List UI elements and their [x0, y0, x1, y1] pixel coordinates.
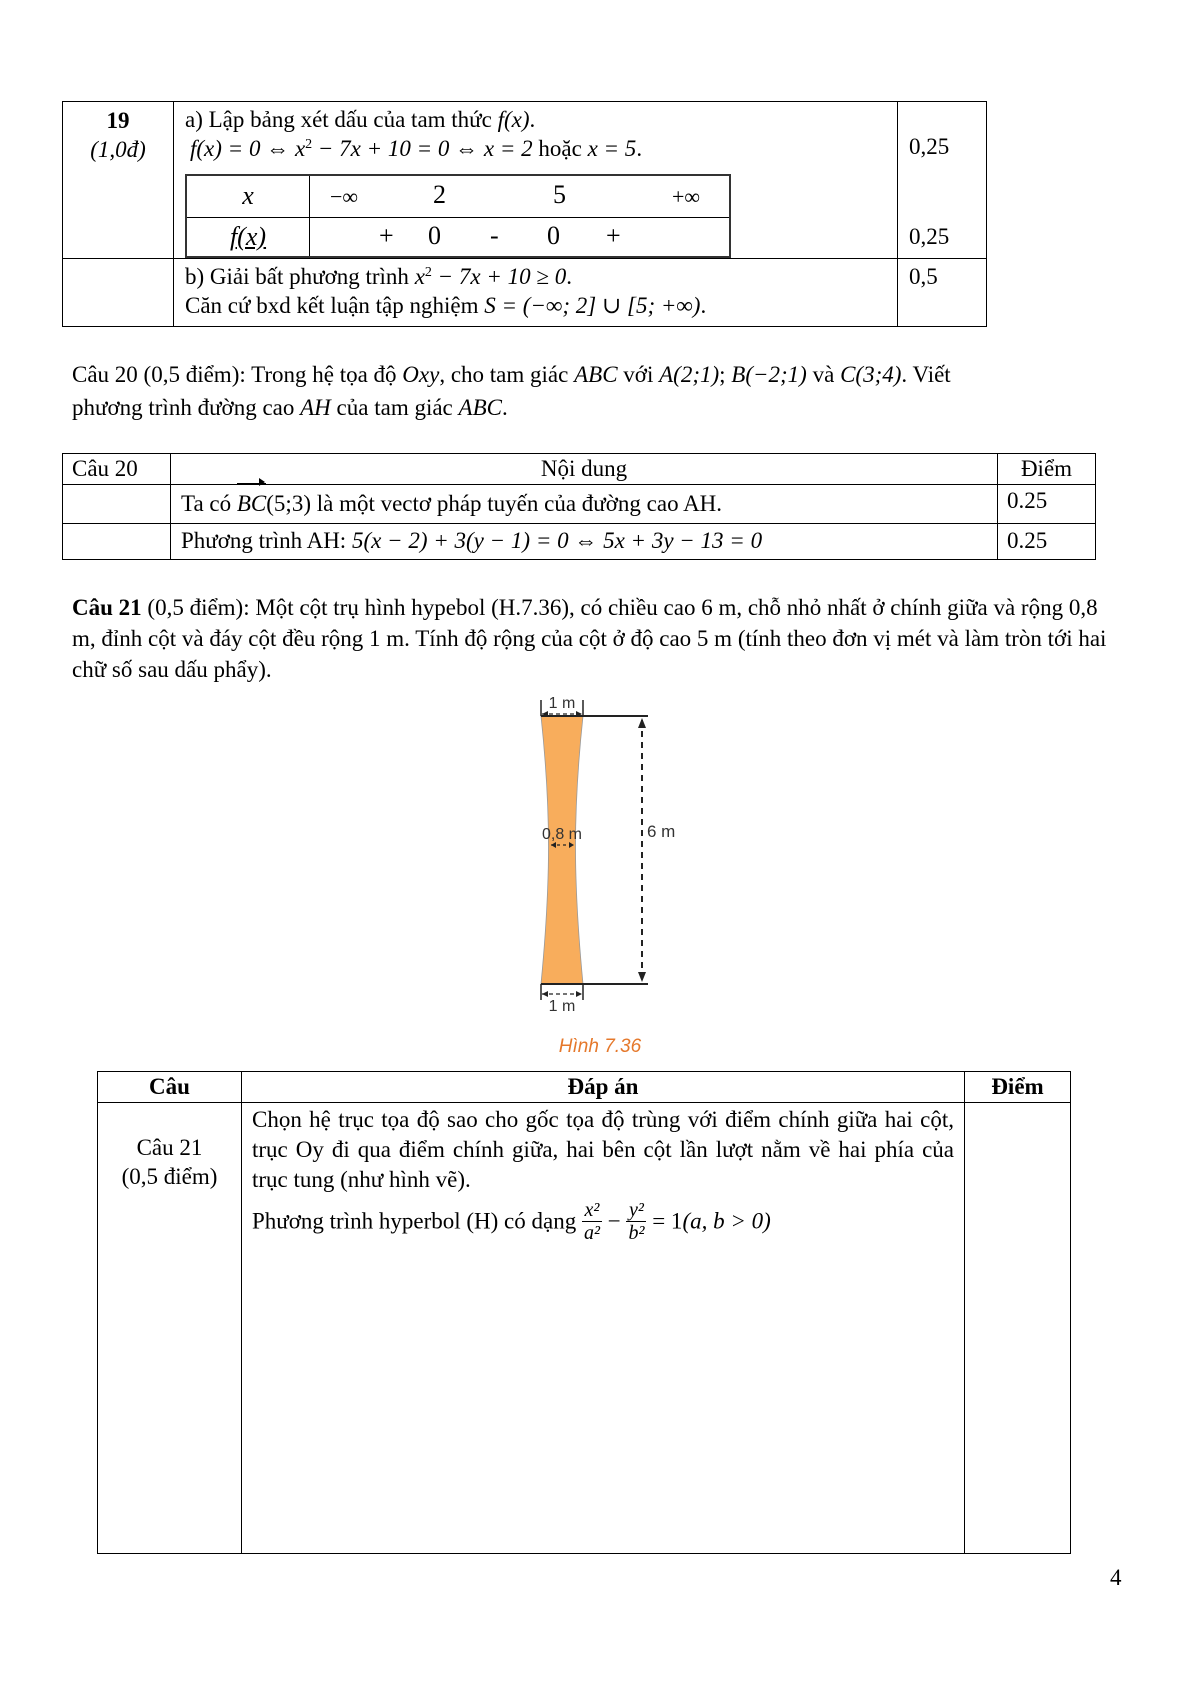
q19-empty-cell	[63, 259, 174, 327]
frac-y2-b2: $\frac{\text{y²}}{\text{b²}}$	[628, 1199, 645, 1244]
sign-plus-1: +	[379, 220, 394, 250]
q20-header-q: Câu 20	[63, 454, 171, 485]
sign-table-fx-label: f(x)	[186, 217, 310, 257]
q20-row1-score: 0.25	[998, 485, 1096, 524]
q19-row-b	[63, 259, 987, 327]
q21-answer-row	[98, 1103, 1071, 1554]
q21-answer-text: Chọn hệ trục tọa độ sao cho gốc tọa độ trùng với điểm chính giữa hai cột, trục Oy đi qua điểm chính giữa, hai bên cột lần lượt nằm về hai phía của trục tung (như hình vẽ).	[252, 1107, 954, 1192]
neg-inf: −∞	[330, 184, 359, 209]
q19-part-a-title: a) Lập bảng xét dấu của tam thức f(x).	[185, 107, 536, 132]
q21-cell-points: (0,5 điểm)	[121, 1164, 218, 1189]
q19-equation: f(x) = 0 ⇔ $x^2 - 7x + 10 = 0$ ⇔ x = 2 hoặc x = 5.	[190, 136, 643, 161]
q20-header-content: Nội dung	[171, 454, 998, 485]
q20-row2-score: 0.25	[998, 524, 1096, 560]
fig-bottom-width: 1 m	[548, 998, 576, 1015]
q21-answer-cell	[242, 1103, 965, 1554]
sign-table-fx-row	[310, 217, 731, 257]
q19-table	[62, 101, 987, 327]
q19-sign-table	[185, 174, 731, 258]
hyperbolic-column-figure	[520, 690, 676, 1060]
q19-score-a-cell	[898, 102, 987, 259]
q20-empty-2	[63, 524, 171, 560]
sign-table-x-label: x	[186, 175, 310, 217]
q19-part-a-cell	[174, 102, 898, 259]
q19-number-cell	[63, 102, 174, 259]
pos-inf: +∞	[672, 184, 701, 209]
frac-x2-a2: $\frac{\text{x²}}{\text{a²}}$	[583, 1199, 600, 1244]
sign-zero-2: 0	[547, 220, 560, 250]
q20-header-score: Điểm	[998, 454, 1096, 485]
q21-header-answer: Đáp án	[242, 1072, 965, 1103]
q21-hyperbola-eq: Phương trình hyperbol (H) có dạng $\frac{\text{x²}}{\text{a²}}$ − $\frac{\text{y²}}{\text{b²}}$ = 1(a, b > 0)	[252, 1199, 771, 1244]
q19-score-b-cell	[898, 259, 987, 327]
q20-empty-1	[63, 485, 171, 524]
q19-score-a1: 0,25	[909, 134, 950, 159]
column-shape	[541, 716, 583, 984]
q19-row-a	[63, 102, 987, 259]
q21-problem-text: (0,5 điểm): Một cột trụ hình hypebol (H.7.36), có chiều cao 6 m, chỗ nhỏ nhất ở chính giữa và rộng 0,8 m, đỉnh cột và đáy cột đều rộng 1 m. Tính độ rộng của cột ở độ cao 5 m (tính theo đơn vị mét và làm tròn tới hai chữ số sau dấu phẩy).	[72, 595, 1107, 682]
q21-label: Câu 21	[72, 595, 142, 620]
q21-question-cell	[98, 1103, 242, 1554]
q20-header-row	[63, 454, 1096, 485]
q21-problem	[72, 592, 1122, 685]
page-number: 4	[1110, 1565, 1122, 1590]
fig-mid-width: 0,8 m	[541, 826, 583, 843]
q19-number: 19	[106, 108, 130, 133]
q21-header-row	[98, 1072, 1071, 1103]
q19-part-b-cell	[174, 259, 898, 327]
sign-minus: -	[490, 220, 499, 250]
q19-part-b-conclusion: Căn cứ bxd kết luận tập nghiệm S = (−∞; 2] ∪ [5; +∞).	[185, 293, 707, 318]
fig-height: 6 m	[647, 822, 676, 841]
q20-row1-content: Ta có BC(5;3) là một vectơ pháp tuyến của đường cao AH.	[171, 485, 998, 524]
sign-table-x-row	[310, 175, 731, 217]
q19-score-b: 0,5	[909, 264, 938, 289]
q21-header-score: Điểm	[965, 1072, 1071, 1103]
sign-zero-1: 0	[428, 220, 441, 250]
q20-problem: Câu 20 (0,5 điểm): Trong hệ tọa độ Oxy, cho tam giác ABC với A(2;1); B(−2;1) và C(3;4). Viết phương trình đường cao AH của tam giác ABC.	[72, 362, 951, 420]
root-5: 5	[553, 180, 566, 209]
fig-top-width: 1 m	[548, 695, 576, 712]
sign-plus-2: +	[606, 220, 621, 250]
q19-points: (1,0đ)	[90, 137, 146, 162]
root-2: 2	[433, 180, 446, 209]
q20-table	[62, 453, 1096, 560]
q21-header-q: Câu	[98, 1072, 242, 1103]
q21-score-cell	[965, 1103, 1071, 1554]
q21-cell-q: Câu 21	[136, 1135, 203, 1160]
q20-row-2	[63, 524, 1096, 560]
q20-row2-content: Phương trình AH: 5(x − 2) + 3(y − 1) = 0 ⇔ 5x + 3y − 13 = 0	[171, 524, 998, 560]
fig-caption: Hình 7.36	[558, 1036, 642, 1057]
q20-row-1	[63, 485, 1096, 524]
q21-table	[97, 1071, 1071, 1554]
q19-part-b-title: b) Giải bất phương trình $x^2 - 7x + 10 \ge 0$.	[185, 264, 573, 289]
q19-score-a2: 0,25	[909, 224, 950, 249]
